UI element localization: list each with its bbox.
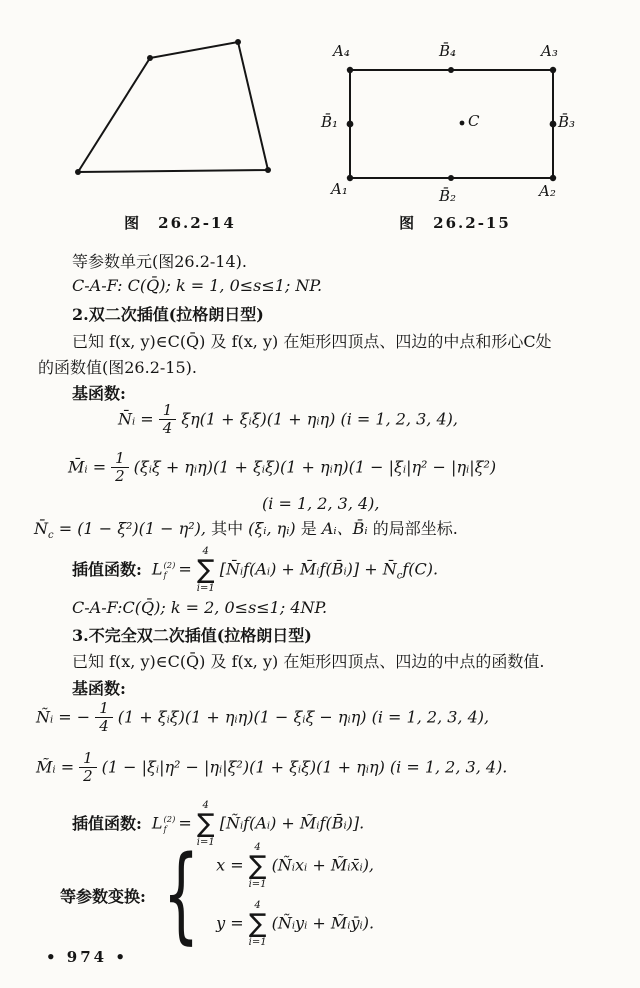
summation xyxy=(249,842,267,890)
fig15-label-a4: A₄ xyxy=(333,42,350,60)
equation-y xyxy=(216,900,374,948)
nc-subscript: c xyxy=(48,530,54,542)
fraction-numerator: 1 xyxy=(111,450,129,468)
para-isoparametric-unit: 等参数单元(图26.2-14). xyxy=(72,252,247,271)
label-interp-function-1: 插值函数: xyxy=(72,559,142,579)
equals-sign: = xyxy=(178,813,192,833)
formula-nbar xyxy=(118,402,458,438)
centroid-dot-c xyxy=(460,121,465,126)
fraction-1-4 xyxy=(95,700,113,736)
quadrilateral-drawing xyxy=(55,30,305,205)
sum-upper-limit: 4 xyxy=(202,546,209,557)
nc-text-localcoords: 的局部坐标. xyxy=(367,519,458,538)
equals-sign: = xyxy=(178,559,192,579)
corner-dot-a2 xyxy=(550,175,556,181)
label-basis-functions-1: 基函数: xyxy=(72,384,126,403)
system-equations xyxy=(216,842,374,948)
page-number: • 974 • xyxy=(46,948,128,966)
eq-x-rhs: (Ñᵢxᵢ + M̃ᵢx̄ᵢ), xyxy=(271,855,375,875)
fig15-label-b4: B̄₄ xyxy=(439,42,457,60)
formula-ntilde-rhs: (1 + ξᵢξ)(1 + ηᵢη)(1 − ξᵢξ − ηᵢη) (i = 1, 2, 3, 4), xyxy=(117,707,490,727)
midpoint-dot-b1 xyxy=(347,121,354,128)
L-subscript: f xyxy=(163,824,167,834)
nc-points: Aᵢ、B̄ᵢ xyxy=(321,519,368,538)
formula-mtilde-lhs: M̃ᵢ = xyxy=(36,757,75,777)
formula-nbar-lhs: N̄ᵢ = xyxy=(118,409,154,429)
summation xyxy=(197,800,215,848)
fraction-1-2 xyxy=(111,450,129,486)
formula-mtilde xyxy=(36,750,507,786)
fraction-1-2 xyxy=(79,750,97,786)
fig15-label-a3: A₃ xyxy=(541,42,558,60)
para-known-values-b: 的函数值(图26.2-15). xyxy=(38,358,197,377)
fraction-numerator: 1 xyxy=(159,402,177,420)
figure-caption-14: 图 26.2-14 xyxy=(124,214,236,232)
midpoint-dot-b2 xyxy=(448,175,454,181)
formula-nbar-rhs: ξη(1 + ξᵢξ)(1 + ηᵢη) (i = 1, 2, 3, 4), xyxy=(181,409,458,429)
equation-x xyxy=(216,842,374,890)
interp2-sub-c: c xyxy=(396,570,403,582)
fig15-label-b2: B̄₂ xyxy=(439,187,457,205)
formula-ntilde xyxy=(36,700,489,736)
L-symbol: L xyxy=(151,559,163,579)
formula-ntilde-lhs: Ñᵢ = − xyxy=(36,707,91,727)
vertex-dot xyxy=(265,167,271,173)
fig15-label-b1: B̄₁ xyxy=(321,113,339,131)
vertex-dot xyxy=(147,55,153,61)
fraction-denominator: 4 xyxy=(99,717,109,736)
sum-upper-limit: 4 xyxy=(202,800,209,811)
L-superscript: (2) xyxy=(163,813,176,824)
sum-upper-limit: 4 xyxy=(254,842,261,853)
formula-mbar-index: (i = 1, 2, 3, 4), xyxy=(262,494,380,513)
eq-x-lhs: x = xyxy=(216,855,244,875)
figure-26-2-15 xyxy=(315,30,610,208)
heading-incomplete-biquadratic: 3.不完全双二次插值(拉格朗日型) xyxy=(72,626,312,645)
label-interp-function-2: 插值函数: xyxy=(72,813,142,833)
sum-lower-limit: i=1 xyxy=(248,879,267,890)
fraction-denominator: 2 xyxy=(83,767,93,786)
fig15-label-a1: A₁ xyxy=(331,180,348,198)
fraction-denominator: 2 xyxy=(115,467,125,486)
fraction-1-4 xyxy=(159,402,177,438)
formula-mbar-rhs: (ξᵢξ + ηᵢη)(1 + ξᵢξ)(1 + ηᵢη)(1 − |ξᵢ|η² − |ηᵢ|ξ²) xyxy=(133,457,497,477)
L-subscript: f xyxy=(163,570,167,580)
midpoint-dot-b4 xyxy=(448,67,454,73)
formula-mbar xyxy=(68,450,496,486)
interp2-rhs-end: f(C). xyxy=(402,559,439,579)
line-caf-1: C-A-F: C(Q̄); k = 1, 0≤s≤1; NP. xyxy=(72,276,323,295)
nc-expression: = (1 − ξ²)(1 − η²), xyxy=(53,519,212,538)
rectangle-outline xyxy=(350,70,553,178)
interp2-rhs: [N̄ᵢf(Aᵢ) + M̄ᵢf(B̄ᵢ)] + N̄ xyxy=(219,559,397,579)
L-supsub xyxy=(164,561,176,580)
line-caf-2: C-A-F:C(Q̄); k = 2, 0≤s≤1; 4NP. xyxy=(72,598,328,617)
eq-y-rhs: (Ñᵢyᵢ + M̃ᵢȳᵢ). xyxy=(271,913,375,933)
fraction-numerator: 1 xyxy=(95,700,113,718)
sum-lower-limit: i=1 xyxy=(196,583,215,594)
vertex-dot xyxy=(75,169,81,175)
sum-upper-limit: 4 xyxy=(254,900,261,911)
label-basis-functions-2: 基函数: xyxy=(72,679,126,698)
sigma-symbol: ∑ xyxy=(196,555,215,585)
label-isoparam-transform: 等参数变换: xyxy=(60,886,146,906)
fig15-label-a2: A₂ xyxy=(539,182,556,200)
sigma-symbol: ∑ xyxy=(248,909,267,939)
fraction-denominator: 4 xyxy=(162,419,173,438)
sigma-symbol: ∑ xyxy=(248,851,267,881)
formula-interp-2 xyxy=(72,546,438,594)
formula-mbar-lhs: M̄ᵢ = xyxy=(68,457,107,477)
sum-lower-limit: i=1 xyxy=(248,937,267,948)
isoparametric-transform xyxy=(60,833,375,956)
figure-caption-15: 图 26.2-15 xyxy=(399,214,511,232)
nc-text-where: 其中 xyxy=(211,519,249,538)
midpoint-dot-b3 xyxy=(550,121,557,128)
summation xyxy=(249,900,267,948)
fraction-numerator: 1 xyxy=(79,750,97,768)
figure-26-2-14 xyxy=(55,30,305,205)
heading-biquadratic: 2.双二次插值(拉格朗日型) xyxy=(72,305,264,324)
fig15-label-c: C xyxy=(468,112,480,130)
para-known-values-a: 已知 f(x, y)∈C(Q̄) 及 f(x, y) 在矩形四顶点、四边的中点和形心C处 xyxy=(72,332,552,351)
formula-interp-3 xyxy=(72,800,364,848)
sum-lower-limit: i=1 xyxy=(196,837,215,848)
para-known-values-2: 已知 f(x, y)∈C(Q̄) 及 f(x, y) 在矩形四顶点、四边的中点的函数值. xyxy=(72,652,545,671)
sigma-symbol: ∑ xyxy=(196,809,215,839)
vertex-dot xyxy=(235,39,241,45)
quadrilateral-outline xyxy=(78,42,268,172)
nc-xi-eta: (ξᵢ, ηᵢ) xyxy=(248,519,296,538)
L-supsub xyxy=(164,815,176,834)
system-brace: { xyxy=(162,833,200,956)
nc-symbol: N̄ xyxy=(34,519,48,538)
nc-text-is: 是 xyxy=(295,519,322,538)
summation xyxy=(197,546,215,594)
L-superscript: (2) xyxy=(163,559,176,570)
corner-dot-a3 xyxy=(550,67,556,73)
L-symbol: L xyxy=(151,813,163,833)
interp3-rhs: [Ñᵢf(Aᵢ) + M̃ᵢf(B̄ᵢ)]. xyxy=(219,813,365,833)
corner-dot-a4 xyxy=(347,67,353,73)
formula-nc-line xyxy=(34,516,458,541)
eq-y-lhs: y = xyxy=(216,913,244,933)
formula-mtilde-rhs: (1 − |ξᵢ|η² − |ηᵢ|ξ²)(1 + ξᵢξ)(1 + ηᵢη) (i = 1, 2, 3, 4). xyxy=(101,757,508,777)
fig15-label-b3: B̄₃ xyxy=(558,113,576,131)
